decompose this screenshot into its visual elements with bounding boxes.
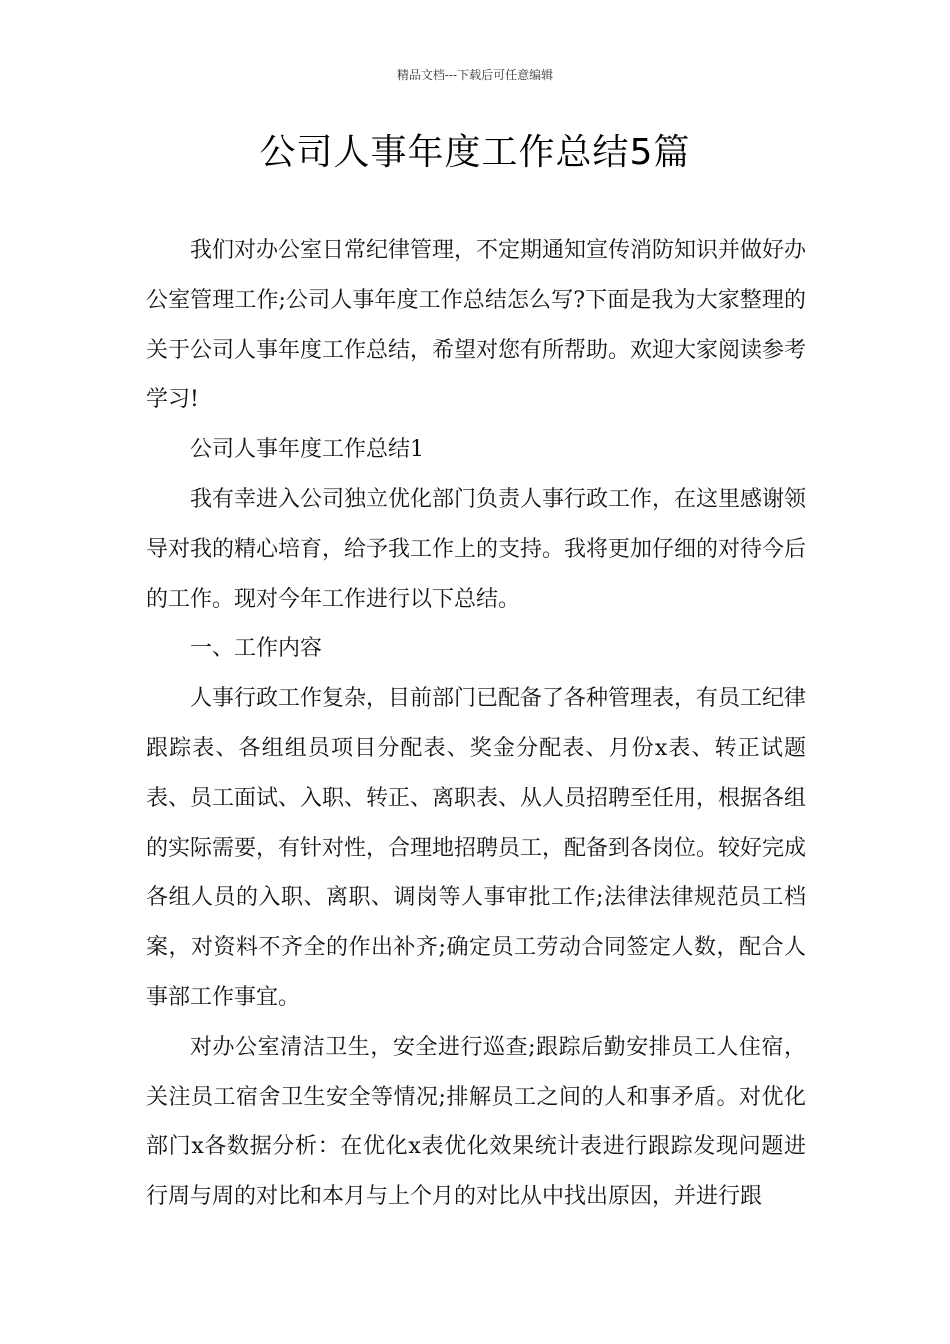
header-note: 精品文档---下载后可任意编辑	[396, 68, 554, 82]
body-paragraph: 我有幸进入公司独立优化部门负责人事行政工作，在这里感谢领导对我的精心培育，给予我工作上的支持。我将更加仔细的对待今后的工作。现对今年工作进行以下总结。	[146, 486, 807, 612]
section-heading-work-content: 一、工作内容	[190, 636, 323, 662]
document-title: 公司人事年度工作总结5篇	[259, 132, 691, 173]
body-paragraph: 人事行政工作复杂，目前部门已配备了各种管理表，有员工纪律跟踪表、各组组员项目分配表、奖金分配表、月份x表、转正试题表、员工面试、入职、转正、离职表、从人员招聘至任用，根据各组的实际需要，有针对性，合理地招聘员工，配备到各岗位。较好完成各组人员的入职、离职、调岗等人事审批工作;法律法律规范员工档案，对资料不齐全的作出补齐;确定员工劳动合同签定人数，配合人事部工作事宜。	[146, 686, 807, 1010]
body-paragraph: 对办公室清洁卫生，安全进行巡查;跟踪后勤安排员工人住宿，关注员工宿舍卫生安全等情况;排解员工之间的人和事矛盾。对优化部门x各数据分析：在优化x表优化效果统计表进行跟踪发现问题进行周与周的对比和本月与上个月的对比从中找出原因，并进行跟	[146, 1034, 806, 1210]
section-heading-summary-1: 公司人事年度工作总结1	[190, 437, 424, 463]
document-body	[146, 226, 806, 1222]
intro-paragraph: 我们对办公室日常纪律管理，不定期通知宣传消防知识并做好办公室管理工作;公司人事年度工作总结怎么写?下面是我为大家整理的关于公司人事年度工作总结，希望对您有所帮助。欢迎大家阅读参考学习!	[146, 238, 807, 413]
